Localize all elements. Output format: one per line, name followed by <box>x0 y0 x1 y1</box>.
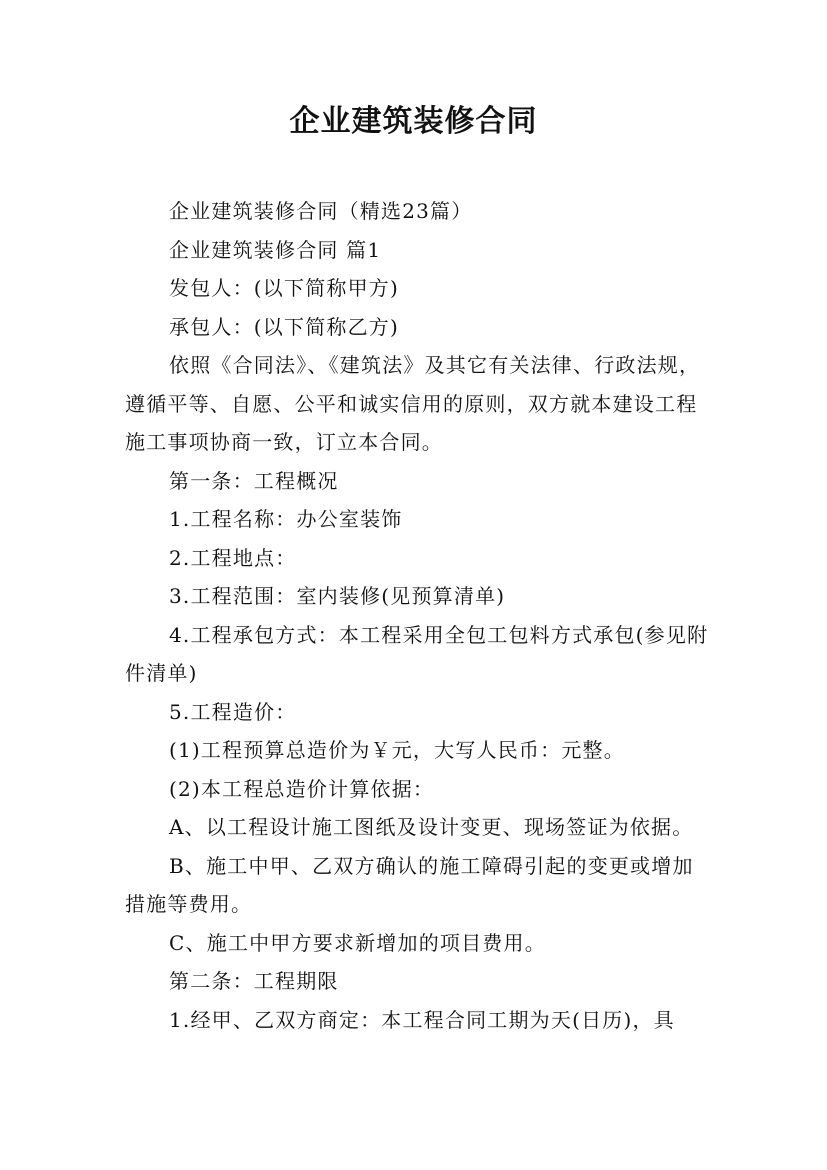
paragraph-basis-c: C、施工中甲方要求新增加的项目费用。 <box>169 930 546 955</box>
document-body <box>125 192 710 1039</box>
paragraph-project-cost: 5.工程造价： <box>169 699 297 724</box>
paragraph-cost-budget: (1)工程预算总造价为￥元，大写人民币：元整。 <box>169 738 625 762</box>
paragraph-cost-basis: (2)本工程总造价计算依据： <box>169 776 435 801</box>
paragraph-project-location: 2.工程地点： <box>169 545 297 570</box>
document-title: 企业建筑装修合同 <box>289 104 538 139</box>
paragraph-clause-1-heading: 第一条：工程概况 <box>169 468 339 493</box>
paragraph-contractor: 承包人：(以下简称乙方) <box>169 314 400 339</box>
paragraph-contract-method: 4.工程承包方式：本工程采用全包工包料方式承包(参见附件清单) <box>125 622 709 685</box>
paragraph-employer: 发包人：(以下简称甲方) <box>169 276 400 300</box>
paragraph-article-1: 企业建筑装修合同 篇1 <box>169 237 382 262</box>
paragraph-project-duration: 1.经甲、乙双方商定：本工程合同工期为天(日历)，具 <box>169 1007 675 1032</box>
paragraph-project-scope: 3.工程范围：室内装修(见预算清单) <box>169 584 506 608</box>
paragraph-preamble: 依照《合同法》、《建筑法》及其它有关法律、行政法规，遵循平等、自愿、公平和诚实信用的原则，双方就本建设工程施工事项协商一致，订立本合同。 <box>125 353 701 454</box>
paragraph-basis-a: A、以工程设计施工图纸及设计变更、现场签证为依据。 <box>169 815 694 839</box>
paragraph-heading-selection: 企业建筑装修合同（精选23篇） <box>169 199 473 223</box>
paragraph-clause-2-heading: 第二条：工程期限 <box>169 969 339 993</box>
paragraph-basis-b: B、施工中甲、乙双方确认的施工障碍引起的变更或增加措施等费用。 <box>125 853 694 916</box>
paragraph-project-name: 1.工程名称：办公室装饰 <box>169 507 403 531</box>
